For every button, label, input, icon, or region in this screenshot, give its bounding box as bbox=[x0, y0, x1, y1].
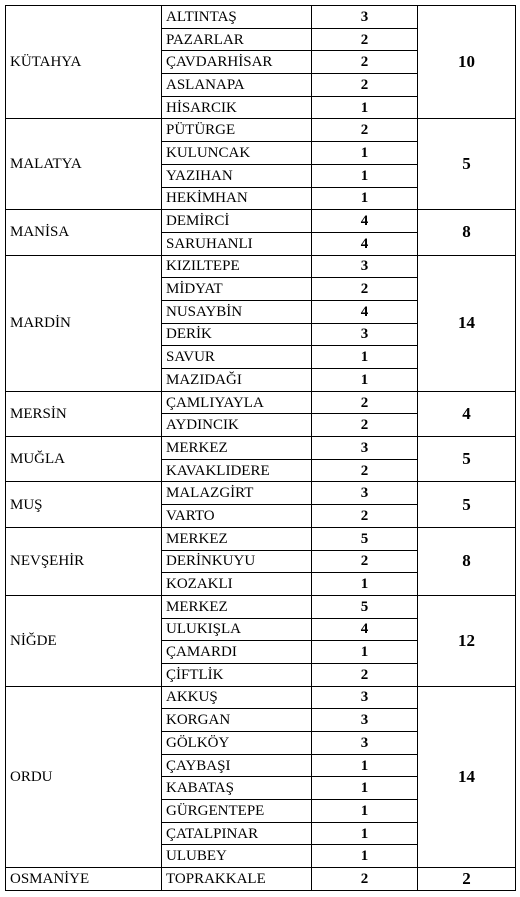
district-name: DERİK bbox=[162, 323, 312, 346]
district-count: 3 bbox=[312, 437, 418, 460]
district-name: HİSARCIK bbox=[162, 96, 312, 119]
district-name: KOZAKLI bbox=[162, 573, 312, 596]
district-name: ÇATALPINAR bbox=[162, 822, 312, 845]
district-name: ÇAYBAŞI bbox=[162, 754, 312, 777]
table-row bbox=[6, 527, 516, 550]
province-name: ORDU bbox=[6, 686, 162, 868]
district-name: VARTO bbox=[162, 505, 312, 528]
district-name: DEMİRCİ bbox=[162, 210, 312, 233]
district-count: 1 bbox=[312, 822, 418, 845]
district-count: 1 bbox=[312, 573, 418, 596]
province-name: NİĞDE bbox=[6, 595, 162, 686]
province-name: MUĞLA bbox=[6, 437, 162, 482]
district-count: 4 bbox=[312, 618, 418, 641]
province-total: 8 bbox=[418, 210, 516, 255]
province-name: MARDİN bbox=[6, 255, 162, 391]
district-name: ÇİFTLİK bbox=[162, 663, 312, 686]
table-row bbox=[6, 686, 516, 709]
province-total: 12 bbox=[418, 595, 516, 686]
table-row bbox=[6, 255, 516, 278]
district-name: GÖLKÖY bbox=[162, 732, 312, 755]
district-count: 2 bbox=[312, 868, 418, 891]
district-count: 4 bbox=[312, 210, 418, 233]
province-total: 5 bbox=[418, 119, 516, 210]
district-name: KORGAN bbox=[162, 709, 312, 732]
district-count: 3 bbox=[312, 732, 418, 755]
district-count: 2 bbox=[312, 51, 418, 74]
district-name: MERKEZ bbox=[162, 527, 312, 550]
district-count: 1 bbox=[312, 777, 418, 800]
district-table-body bbox=[6, 6, 516, 891]
district-name: ULUKIŞLA bbox=[162, 618, 312, 641]
district-count: 1 bbox=[312, 164, 418, 187]
province-total: 4 bbox=[418, 391, 516, 436]
district-count: 1 bbox=[312, 754, 418, 777]
district-name: AKKUŞ bbox=[162, 686, 312, 709]
district-name: ÇAVDARHİSAR bbox=[162, 51, 312, 74]
district-count: 2 bbox=[312, 505, 418, 528]
district-count: 2 bbox=[312, 663, 418, 686]
district-count: 2 bbox=[312, 28, 418, 51]
district-name: MERKEZ bbox=[162, 595, 312, 618]
district-name: ASLANAPA bbox=[162, 74, 312, 97]
district-count: 1 bbox=[312, 346, 418, 369]
province-total: 10 bbox=[418, 6, 516, 119]
district-count: 3 bbox=[312, 323, 418, 346]
district-count: 2 bbox=[312, 278, 418, 301]
province-total: 8 bbox=[418, 527, 516, 595]
district-count: 1 bbox=[312, 187, 418, 210]
province-name: KÜTAHYA bbox=[6, 6, 162, 119]
district-count: 1 bbox=[312, 142, 418, 165]
district-count: 2 bbox=[312, 119, 418, 142]
district-table bbox=[5, 5, 516, 891]
province-name: MERSİN bbox=[6, 391, 162, 436]
district-count: 1 bbox=[312, 96, 418, 119]
district-name: KULUNCAK bbox=[162, 142, 312, 165]
province-total: 2 bbox=[418, 868, 516, 891]
district-count: 3 bbox=[312, 6, 418, 29]
district-count: 1 bbox=[312, 641, 418, 664]
district-name: NUSAYBİN bbox=[162, 300, 312, 323]
district-name: ALTINTAŞ bbox=[162, 6, 312, 29]
district-count: 5 bbox=[312, 595, 418, 618]
table-row bbox=[6, 868, 516, 891]
table-row bbox=[6, 391, 516, 414]
district-count: 3 bbox=[312, 709, 418, 732]
district-name: SAVUR bbox=[162, 346, 312, 369]
district-name: ÇAMLIYAYLA bbox=[162, 391, 312, 414]
district-name: ULUBEY bbox=[162, 845, 312, 868]
district-name: SARUHANLI bbox=[162, 232, 312, 255]
district-count: 4 bbox=[312, 232, 418, 255]
district-name: MİDYAT bbox=[162, 278, 312, 301]
table-row bbox=[6, 6, 516, 29]
district-name: ÇAMARDI bbox=[162, 641, 312, 664]
district-count: 2 bbox=[312, 74, 418, 97]
table-row bbox=[6, 595, 516, 618]
province-total: 14 bbox=[418, 255, 516, 391]
district-count: 1 bbox=[312, 369, 418, 392]
district-count: 3 bbox=[312, 686, 418, 709]
table-row bbox=[6, 482, 516, 505]
table-row bbox=[6, 210, 516, 233]
district-name: PÜTÜRGE bbox=[162, 119, 312, 142]
province-name: NEVŞEHİR bbox=[6, 527, 162, 595]
district-name: MAZIDAĞI bbox=[162, 369, 312, 392]
district-count: 4 bbox=[312, 300, 418, 323]
district-count: 3 bbox=[312, 255, 418, 278]
district-name: TOPRAKKALE bbox=[162, 868, 312, 891]
district-count: 5 bbox=[312, 527, 418, 550]
province-name: MUŞ bbox=[6, 482, 162, 527]
district-name: HEKİMHAN bbox=[162, 187, 312, 210]
district-count: 2 bbox=[312, 459, 418, 482]
province-name: MANİSA bbox=[6, 210, 162, 255]
table-row bbox=[6, 437, 516, 460]
district-name: AYDINCIK bbox=[162, 414, 312, 437]
province-total: 5 bbox=[418, 437, 516, 482]
district-name: DERİNKUYU bbox=[162, 550, 312, 573]
province-total: 5 bbox=[418, 482, 516, 527]
district-name: PAZARLAR bbox=[162, 28, 312, 51]
table-row bbox=[6, 119, 516, 142]
district-name: KIZILTEPE bbox=[162, 255, 312, 278]
district-count: 1 bbox=[312, 800, 418, 823]
district-name: YAZIHAN bbox=[162, 164, 312, 187]
district-name: MALAZGİRT bbox=[162, 482, 312, 505]
district-name: KAVAKLIDERE bbox=[162, 459, 312, 482]
district-name: KABATAŞ bbox=[162, 777, 312, 800]
district-count: 2 bbox=[312, 414, 418, 437]
province-name: MALATYA bbox=[6, 119, 162, 210]
province-name: OSMANİYE bbox=[6, 868, 162, 891]
district-name: GÜRGENTEPE bbox=[162, 800, 312, 823]
district-count: 2 bbox=[312, 550, 418, 573]
district-count: 2 bbox=[312, 391, 418, 414]
district-count: 1 bbox=[312, 845, 418, 868]
district-count: 3 bbox=[312, 482, 418, 505]
district-name: MERKEZ bbox=[162, 437, 312, 460]
province-total: 14 bbox=[418, 686, 516, 868]
